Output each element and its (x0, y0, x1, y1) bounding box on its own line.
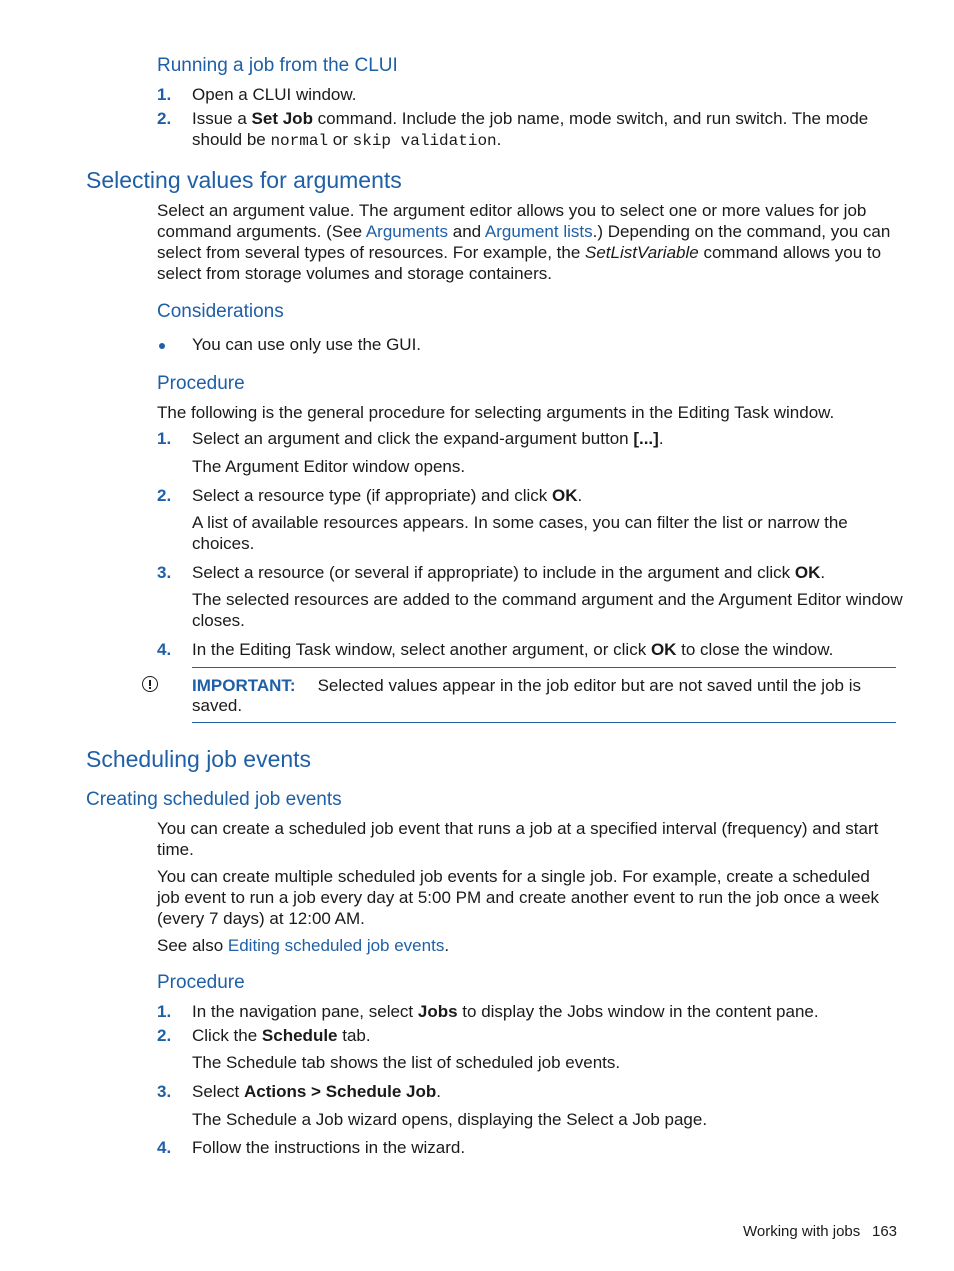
important-icon (142, 676, 158, 692)
clui-step-2-number: 2. (157, 109, 172, 128)
text-fragment: Select an argument and click the expand-argument button (192, 429, 634, 448)
editing-scheduled-job-events-link[interactable]: Editing scheduled job events (227, 936, 445, 955)
important-top-rule (192, 667, 896, 668)
selecting-step-4-text (192, 640, 833, 660)
argument-lists-link[interactable]: Argument lists (484, 222, 593, 241)
text-fragment: and (448, 222, 485, 241)
scheduling-p1-line-1: You can create a scheduled job event that runs a job at a specified interval (frequency) and start (157, 819, 879, 838)
text-fragment: Selected values appear in the job editor but are not saved until the job is (317, 676, 861, 695)
scheduling-step-4-text: Follow the instructions in the wizard. (192, 1138, 466, 1157)
selecting-step-2-text (192, 486, 582, 506)
ok-label: OK (794, 563, 821, 582)
text-fragment: command arguments. (See (157, 222, 366, 241)
important-line-2: saved. (192, 696, 243, 715)
selecting-step-2-note-line-2: choices. (192, 534, 255, 553)
actions-schedule-job-label: Actions > Schedule Job (243, 1082, 437, 1101)
jobs-label: Jobs (417, 1002, 458, 1021)
text-fragment: select from several types of resources. For example, the (157, 243, 586, 262)
ok-label: OK (552, 486, 578, 505)
code-skip-validation: skip validation (352, 132, 497, 150)
considerations-heading: Considerations (157, 301, 284, 322)
scheduling-step-4-number: 4. (157, 1138, 172, 1157)
code-normal: normal (270, 132, 329, 150)
clui-step-1-number: 1. (157, 85, 172, 104)
selecting-step-2-note-line-1: A list of available resources appears. In some cases, you can filter the list or narrow the (192, 513, 848, 532)
text-fragment: Select a resource type (if appropriate) and click (192, 486, 553, 505)
ok-label: OK (650, 640, 677, 659)
scheduling-step-1-number: 1. (157, 1002, 172, 1021)
text-fragment: Select (192, 1082, 244, 1101)
selecting-p1-line-1: Select an argument value. The argument editor allows you to select one or more values for job (157, 201, 867, 220)
scheduling-step-2-text (192, 1026, 371, 1046)
text-fragment: or (328, 130, 353, 149)
scheduling-step-3-number: 3. (157, 1082, 172, 1101)
clui-step-2-line-2 (192, 130, 501, 150)
scheduling-step-2-number: 2. (157, 1026, 172, 1045)
text-fragment: Click the (192, 1026, 262, 1045)
set-job-command: Set Job (251, 109, 313, 128)
scheduling-p2-line-2: job event to run a job every day at 5:00 PM and create another event to run the job once a week (157, 888, 880, 907)
footer-section-title: Working with jobs (743, 1223, 861, 1240)
selecting-step-4-number: 4. (157, 640, 172, 659)
clui-heading: Running a job from the CLUI (157, 55, 398, 76)
selecting-procedure-heading: Procedure (157, 373, 245, 394)
selecting-step-1-number: 1. (157, 429, 172, 448)
text-fragment: .) Depending on the command, you can (592, 222, 891, 241)
selecting-step-3-note-line-2: closes. (192, 611, 245, 630)
scheduling-step-3-note: The Schedule a Job wizard opens, displaying the Select a Job page. (192, 1110, 708, 1129)
important-bottom-rule (192, 722, 896, 723)
text-fragment: to display the Jobs window in the content pane. (457, 1002, 819, 1021)
arguments-link[interactable]: Arguments (365, 222, 449, 241)
scheduling-procedure-heading: Procedure (157, 972, 245, 993)
scheduling-step-1-text (192, 1002, 819, 1022)
text-fragment: . (496, 130, 502, 149)
expand-argument-button-label: [...] (633, 429, 659, 448)
selecting-step-3-number: 3. (157, 563, 172, 582)
scheduling-p1-line-2: time. (157, 840, 194, 859)
text-fragment: Issue a (192, 109, 252, 128)
important-label: IMPORTANT: (192, 676, 296, 695)
bullet-icon (159, 343, 165, 349)
see-also-line (157, 936, 449, 956)
creating-scheduled-heading: Creating scheduled job events (86, 789, 342, 810)
scheduling-step-2-note: The Schedule tab shows the list of scheduled job events. (192, 1053, 621, 1072)
selecting-p1-line-3 (157, 243, 881, 263)
selecting-step-3-text (192, 563, 825, 583)
text-fragment: . (820, 563, 826, 582)
text-fragment: In the navigation pane, select (192, 1002, 418, 1021)
scheduling-heading: Scheduling job events (86, 746, 312, 772)
selecting-step-2-number: 2. (157, 486, 172, 505)
text-fragment: to close the window. (676, 640, 834, 659)
selecting-step-1-note: The Argument Editor window opens. (192, 457, 466, 476)
setlistvariable-command: SetListVariable (585, 243, 699, 262)
text-fragment: command. Include the job name, mode switch, and run switch. The mode (312, 109, 869, 128)
text-fragment: should be (192, 130, 271, 149)
considerations-item: You can use only use the GUI. (192, 335, 422, 354)
selecting-p1-line-4: select from storage volumes and storage containers. (157, 264, 552, 283)
text-fragment: . (444, 936, 450, 955)
scheduling-step-3-text (192, 1082, 441, 1102)
text-fragment: In the Editing Task window, select another argument, or click (192, 640, 651, 659)
scheduling-p2-line-1: You can create multiple scheduled job events for a single job. For example, create a scheduled (157, 867, 870, 886)
text-fragment: . (577, 486, 583, 505)
scheduling-p2-line-3: (every 7 days) at 12:00 AM. (157, 909, 365, 928)
schedule-tab-label: Schedule (261, 1026, 338, 1045)
text-fragment: tab. (337, 1026, 371, 1045)
clui-step-2-line-1 (192, 109, 868, 129)
text-fragment: . (658, 429, 664, 448)
selecting-step-1-text (192, 429, 664, 449)
clui-step-1-text: Open a CLUI window. (192, 85, 357, 104)
selecting-heading: Selecting values for arguments (86, 167, 402, 193)
selecting-step-3-note-line-1: The selected resources are added to the command argument and the Argument Editor window (192, 590, 903, 609)
text-fragment: . (436, 1082, 441, 1101)
selecting-procedure-intro: The following is the general procedure for selecting arguments in the Editing Task window. (157, 403, 835, 422)
text-fragment: command allows you to (698, 243, 882, 262)
text-fragment: See also (157, 936, 228, 955)
important-line-1 (192, 676, 861, 696)
selecting-p1-line-2 (157, 222, 890, 242)
text-fragment: Select a resource (or several if appropriate) to include in the argument and click (192, 563, 795, 582)
footer-page-number: 163 (872, 1223, 898, 1240)
